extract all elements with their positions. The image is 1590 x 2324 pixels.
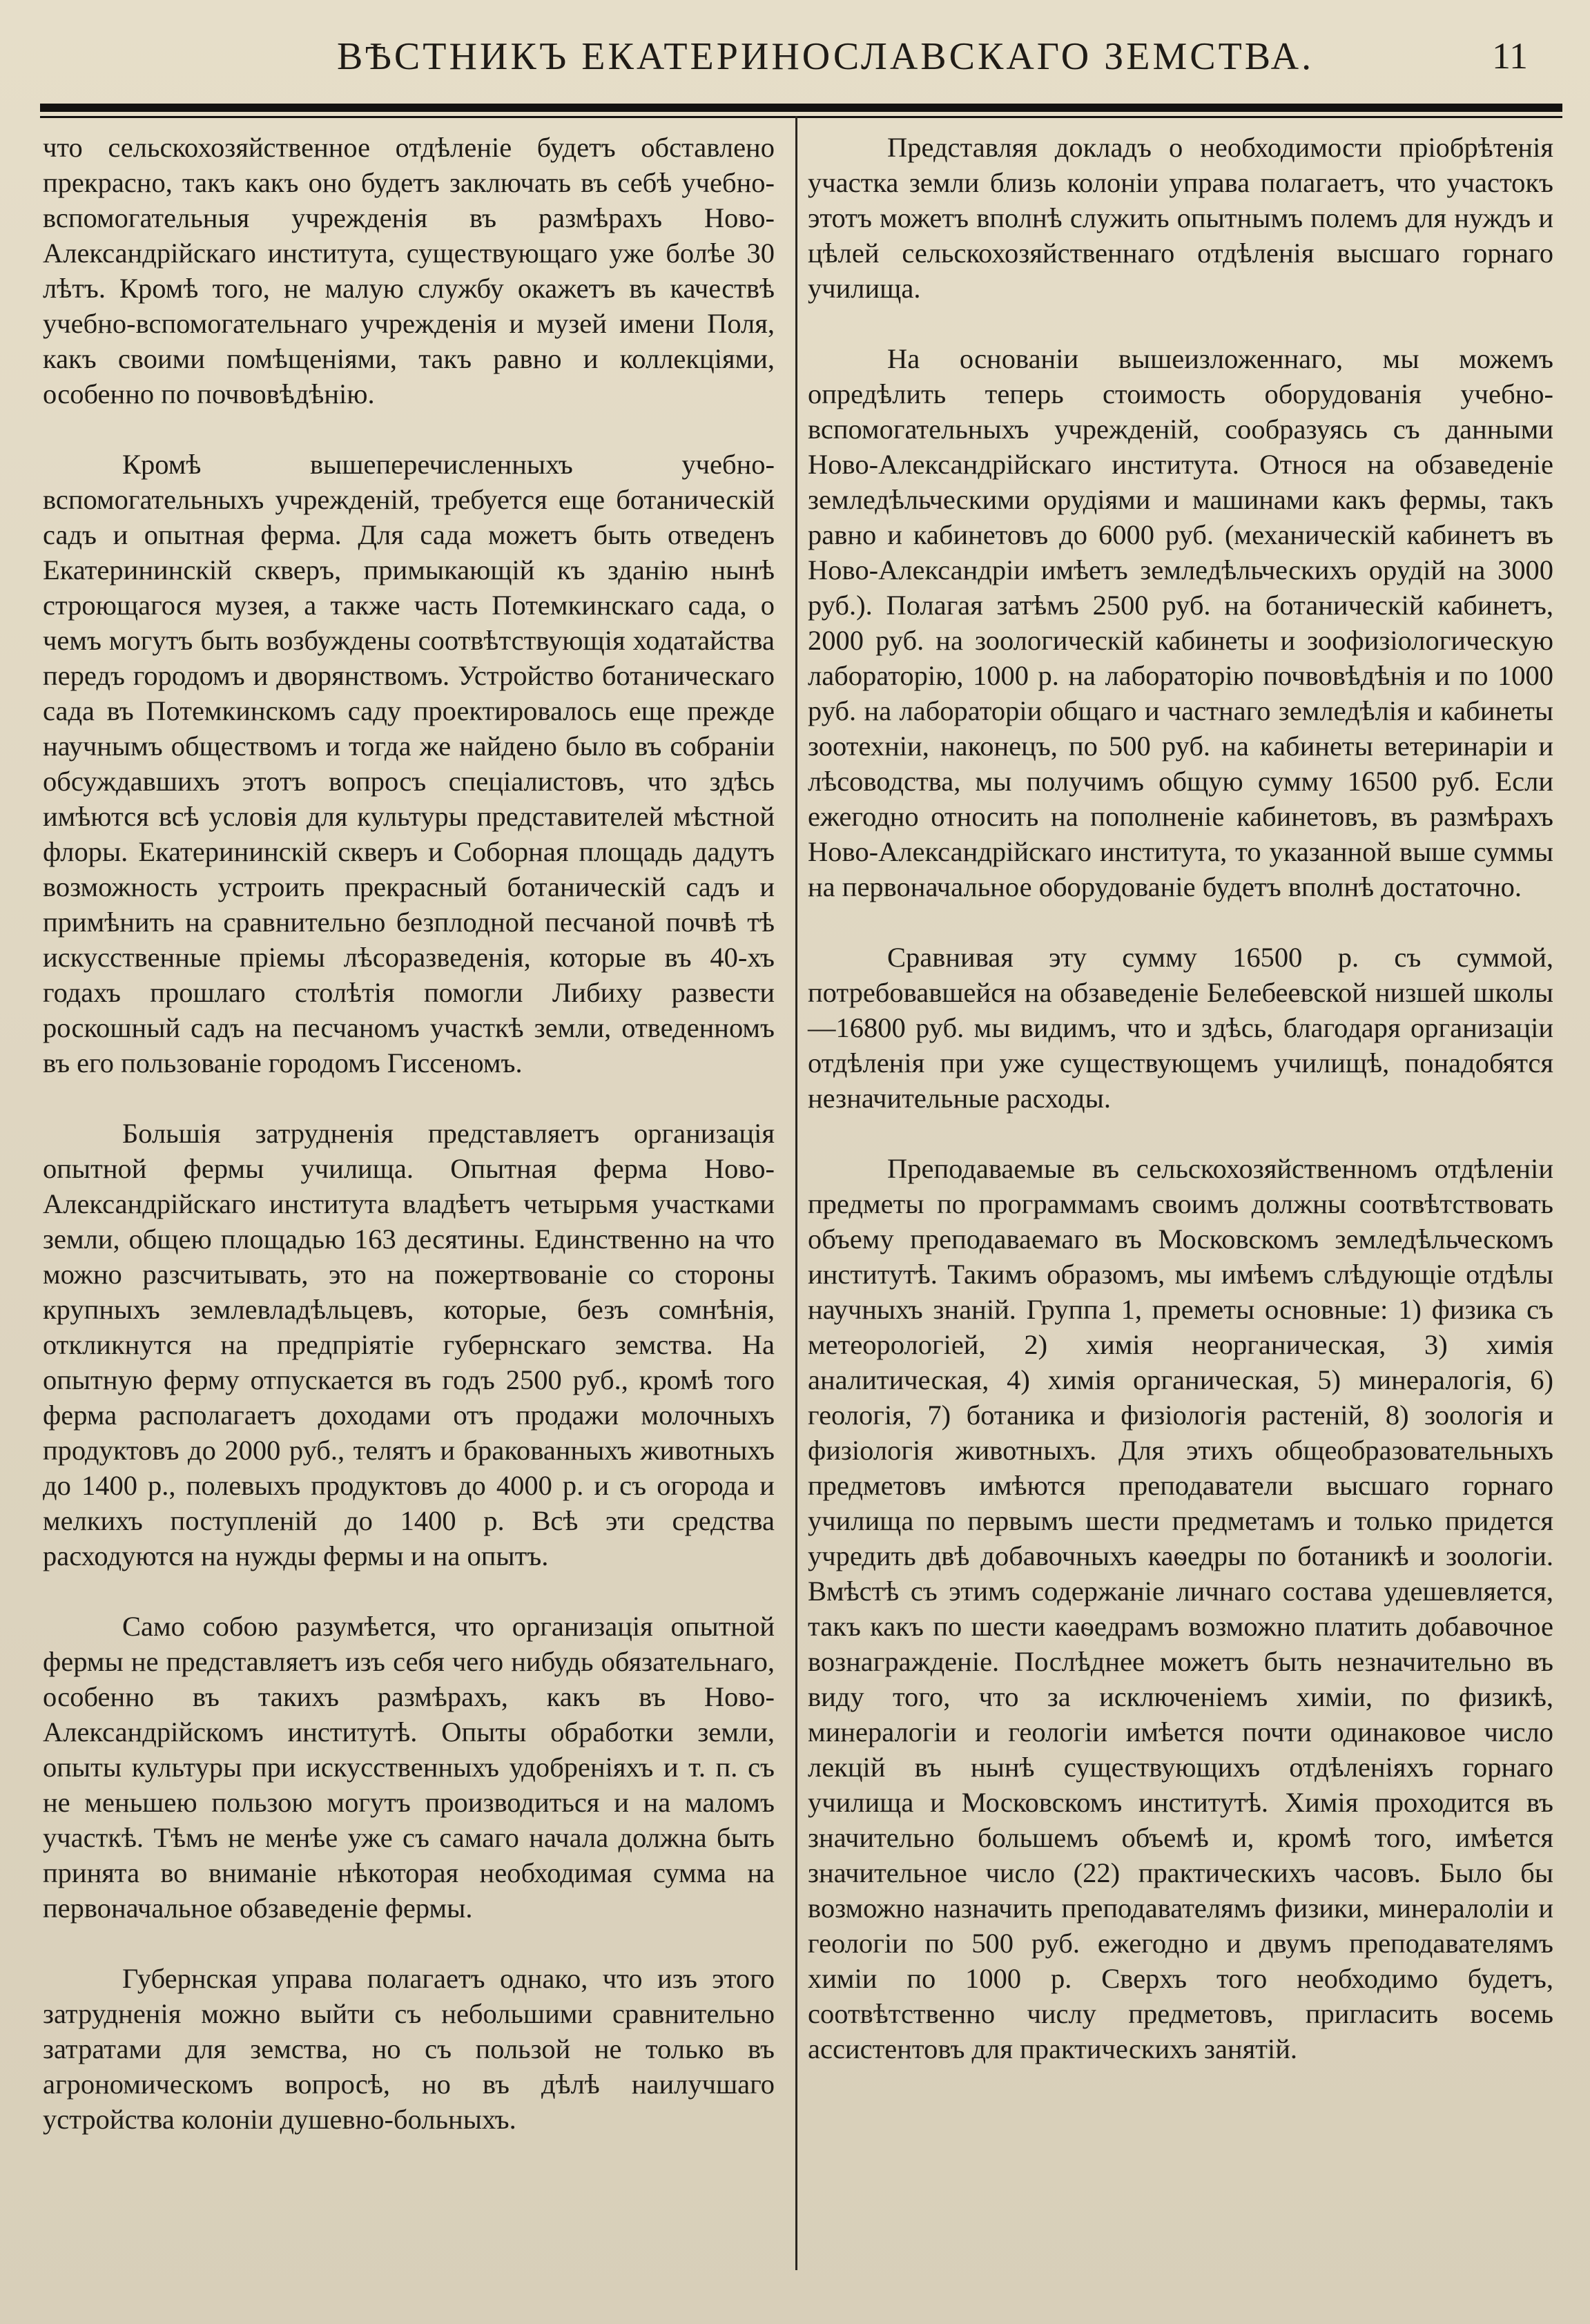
paragraph: Кромѣ вышеперечисленныхъ учебно-вспомогательныхъ учрежденій, требуется еще ботаническій садъ и опытная ферма. Для сада можетъ быть отведенъ Екатерининскій скверъ, примыкающій къ зданію нынѣ строющагося музея, а также часть Потемкинскаго сада, о чемъ могутъ быть возбуждены соотвѣтствующія ходатайства передъ городомъ и дворянствомъ. Устройство ботаническаго сада въ Потемкинскомъ саду проектировалось еще прежде научнымъ обществомъ и тогда же найдено было въ собраніи обсуждавшихъ этотъ вопросъ спеціалистовъ, что здѣсь имѣются всѣ условія для культуры представителей мѣстной флоры. Екатерининскій скверъ и Соборная площадь дадутъ возможность устроить прекрасный ботаническій садъ и примѣнить на сравнительно безплодной песчаной почвѣ тѣ искусственные пріемы лѣсоразведенія, которые въ 40-хъ годахъ прошлаго столѣтія помогли Либиху развести роскошный садъ на песчаномъ участкѣ земли, отведенномъ въ его пользованіе городомъ Гиссеномъ. (43, 449, 775, 1078)
paragraph: На основаніи вышеизложеннаго, мы можемъ опредѣлить теперь стоимость оборудованія учебно-вспомогательныхъ учрежденій, сообразуясь съ данными Ново-Александрійскаго института. Относя на обзаведеніе земледѣльческими орудіями и машинами какъ фермы, такъ равно и кабинетовъ до 6000 руб. (механическій кабинетъ въ Ново-Александріи имѣетъ земледѣльческихъ орудій на 3000 руб.). Полагая затѣмъ 2500 руб. на ботаническій кабинетъ, 2000 руб. на зоологическій кабинеты и зоофизіологическую лабораторію, 1000 р. на лабораторію почвовѣдѣнія и по 1000 руб. на лабораторіи общаго и частнаго земледѣлія и кабинеты зоотехніи, наконецъ, по 500 руб. на кабинеты ветеринаріи и лѣсоводства, мы получимъ общую сумму 16500 руб. Если ежегодно относить на пополненіе кабинетовъ, въ размѣрахъ Ново-Александрійскаго института, то указанной выше суммы на первоначальное оборудованіе будетъ вполнѣ достаточно. (808, 343, 1553, 902)
paragraph: что сельскохозяйственное отдѣленіе будетъ обставлено прекрасно, такъ какъ оно будетъ заключать въ себѣ учебно-вспомогательныя учрежденія въ размѣрахъ Ново-Александрійскаго института, существующаго уже болѣе 30 лѣтъ. Кромѣ того, не малую службу окажетъ въ качествѣ учебно-вспомогательнаго учрежденія и музей имени Поля, какъ своими помѣщеніями, такъ равно и коллекціями, особенно по почвовѣдѣнію. (43, 132, 775, 409)
header-rule-thin (40, 116, 1562, 118)
paragraph: Преподаваемые въ сельскохозяйственномъ отдѣленіи предметы по программамъ своимъ должны соотвѣтствовать объему преподаваемаго въ Московскомъ земледѣльческомъ институтѣ. Такимъ образомъ, мы имѣемъ слѣдующіе отдѣлы научныхъ знаній. Группа 1, преметы основные: 1) физика съ метеорологіей, 2) химія неорганическая, 3) химія аналитическая, 4) химія органическая, 5) минералогія, 6) геологія, 7) ботаника и физіологія растеній, 8) зоологія и физіологія животныхъ. Для этихъ общеобразовательныхъ предметовъ имѣются преподаватели высшаго горнаго училища по первымъ шести предметамъ и только придется учредить двѣ добавочныхъ каѳедры по ботаникѣ и зоологіи. Вмѣстѣ съ этимъ содержаніе личнаго состава удешевляется, такъ какъ по шести каѳедрамъ возможно платить добавочное вознагражденіе. Послѣднее можетъ быть незначительно въ виду того, что за исключеніемъ химіи, по физикѣ, минералогіи и геологіи имѣется почти одинаковое число лекцій въ нынѣ существующихъ отдѣленіяхъ горнаго училища и Московскомъ институтѣ. Химія проходится въ значительно большемъ объемѣ и, кромѣ того, имѣется значительное число (22) практическихъ часовъ. Было бы возможно назначить преподавателямъ физики, минералоліи и геологіи по 500 руб. ежегодно и двумъ преподавателямъ химіи по 1000 р. Сверхъ того необходимо будетъ, соотвѣтственно числу предметовъ, пригласить восемь ассистентовъ для практическихъ занятій. (808, 1153, 1553, 2064)
paragraph: Губернская управа полагаетъ однако, что изъ этого затрудненія можно выйти съ небольшими сравнительно затратами для земства, но съ пользой не только въ агрономическомъ вопросѣ, но въ дѣлѣ наилучшаго устройства колоніи душевно-больныхъ. (43, 1963, 775, 2135)
header-rule-thick (40, 104, 1562, 112)
left-column (43, 130, 775, 2172)
page-number: 11 (1492, 35, 1528, 77)
page-header (40, 19, 1562, 95)
right-column (808, 130, 1553, 2102)
paragraph: Сравнивая эту сумму 16500 р. съ суммой, потребовавшейся на обзаведеніе Белебеевской низшей школы—16800 руб. мы видимъ, что и здѣсь, благодаря организаціи отдѣленія при уже существующемъ училищѣ, понадобятся незначительные расходы. (808, 942, 1553, 1114)
journal-title: ВѢСТНИКЪ ЕКАТЕРИНОСЛАВСКАГО ЗЕМСТВА. (337, 35, 1315, 78)
paragraph: Само собою разумѣется, что организація опытной фермы не представляетъ изъ себя чего нибудь обязательнаго, особенно въ такихъ размѣрахъ, какъ въ Ново-Александрійскомъ институтѣ. Опыты обработки земли, опыты культуры при искусственныхъ удобреніяхъ и т. п. съ не меньшею пользою могутъ производиться и на маломъ участкѣ. Тѣмъ не менѣе уже съ самаго начала должна быть принята во вниманіе нѣкоторая необходимая сумма на первоначальное обзаведеніе фермы. (43, 1611, 775, 1924)
paragraph: Большія затрудненія представляетъ организація опытной фермы училища. Опытная ферма Ново-Александрійскаго института владѣетъ четырьмя участками земли, общею площадью 163 десятины. Единственно на что можно разсчитывать, это на пожертвованіе со стороны крупныхъ землевладѣльцевъ, которые, безъ сомнѣнія, откликнутся на предпріятіе губернскаго земства. На опытную ферму отпускается въ годъ 2500 руб., кромѣ того ферма располагаетъ доходами отъ продажи молочныхъ продуктовъ до 2000 руб., телятъ и бракованныхъ животныхъ до 1400 р., полевыхъ продуктовъ до 4000 р. и съ огорода и мелкихъ поступленій до 1400 р. Всѣ эти средства расходуются на нужды фермы и на опытъ. (43, 1118, 775, 1571)
paragraph: Представляя докладъ о необходимости пріобрѣтенія участка земли близь колоніи управа полагаетъ, что участокъ этотъ можетъ вполнѣ служить опытнымъ полемъ для нуждъ и цѣлей сельскохозяйственнаго отдѣленія высшаго горнаго училища. (808, 132, 1553, 304)
column-divider (795, 116, 797, 2270)
